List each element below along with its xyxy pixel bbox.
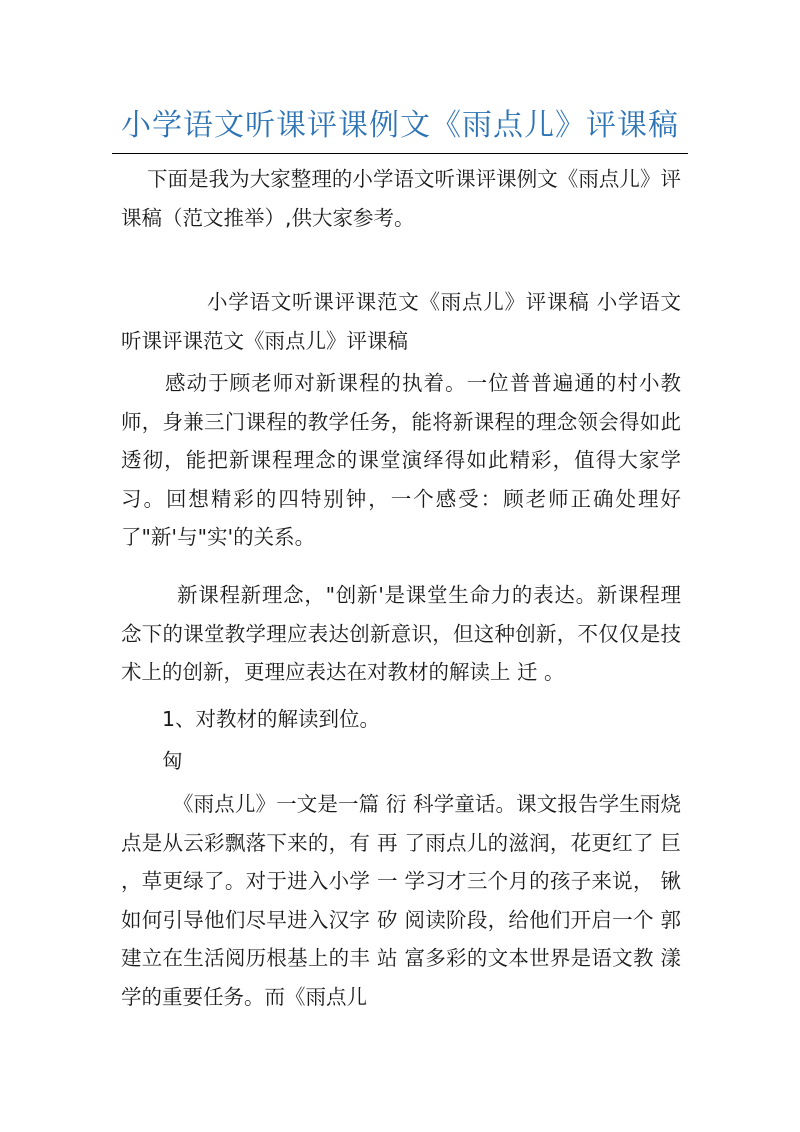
stray-character: 匈 [162,749,183,773]
body-paragraph: 新课程新理念，"创新'是课堂生命力的表达。新课程理念下的课堂教学理应表达创新意识，但这种创新，不仅仅是技术上的创新，更理应表达在对教材的解读上 迁 。 [121,583,681,684]
title-divider [112,153,688,154]
document-title: 小学语文听课评课例文《雨点儿》评课稿 [121,108,679,143]
body-paragraph: 《雨点儿》一文是一篇 衍 科学童话。课文报告学生雨烧 点是从云彩飘落下来的，有 再 了雨点儿的滋润，花更红了 巨 ，草更绿了。对于进入小学 一 学习才三个月的孩子来说， 锹 如何引导他们尽早进入汉字 矽 阅读阶段，给他们开启一个 郭 建立在生活阅历根基上的丰 站 富多彩的文本世界是语文教 漾 学的重要任务。而《雨点儿 [121,792,681,1009]
section-heading: 1、对教材的解读到位。 [162,707,381,731]
body-paragraph: 感动于顾老师对新课程的执着。一位普普遍通的村小教师，身兼三门课程的教学任务，能将新课程的理念领会得如此透彻，能把新课程理念的课堂演绎得如此精彩，值得大家学习。回想精彩的四特别钟，一个感受：顾老师正确处理好了"新'与"实'的关系。 [121,371,681,549]
intro-paragraph: 下面是我为大家整理的小学语文听课评课例文《雨点儿》评课稿（范文推举）,供大家参考。 [121,167,681,230]
subtitle-paragraph: 小学语文听课评课范文《雨点儿》评课稿 小学语文听课评课范文《雨点儿》评课稿 [121,290,681,353]
